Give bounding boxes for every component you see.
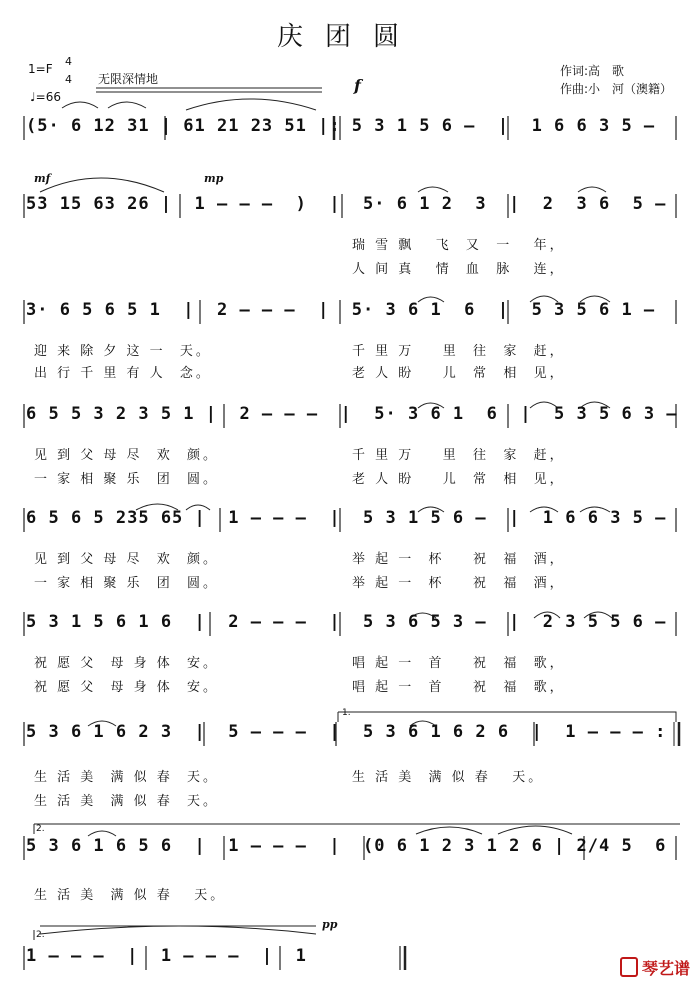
lyric-line: 迎 来 除 夕 这 一 天。 <box>34 344 212 359</box>
lyric-line: 一 家 相 聚 乐 团 圆。 <box>34 576 220 591</box>
lyric-line: 见 到 父 母 尽 欢 颜。 <box>34 448 220 463</box>
score-notes-system-4: 6 5 5 3 2 3 5 1 | 2 – – – | 5· 3 6 1 6 | 5 3 5 6 3 – <box>26 404 678 424</box>
dynamic-forte: f <box>354 76 361 95</box>
dynamic-mezzo-piano: mp <box>204 172 224 185</box>
composer-credit: 作曲:小 河（澳籍） <box>560 82 673 96</box>
volta-second-label: 2. <box>36 824 45 834</box>
logo-icon <box>620 957 638 977</box>
dynamic-pianissimo: pp <box>322 918 338 931</box>
expression-marking: 无限深情地 <box>98 72 159 86</box>
score-notes-system-3: 3· 6 5 6 5 1 | 2 – – – | 5· 3 6 1 6 | 5 3 5 6 1 – <box>26 300 656 320</box>
lyric-line: 瑞 雪 飘 飞 又 一 年， <box>352 238 566 253</box>
time-signature-top: 4 <box>65 55 72 68</box>
lyricist-credit: 作词:高 歌 <box>560 64 625 78</box>
lyric-line: 生 活 美 满 似 春 天。 <box>34 770 220 785</box>
lyric-line: 举 起 一 杯 祝 福 酒， <box>352 576 566 591</box>
score-notes-system-8: 5 3 6 1 6 5 6 | 1 – – – | (0 6 1 2 3 1 2 6 | 2/4 5 6 <box>26 836 667 856</box>
dynamic-mezzo-forte: mf <box>34 172 51 185</box>
key-signature: 1=F <box>28 62 53 76</box>
lyric-line: 出 行 千 里 有 人 念。 <box>34 366 212 381</box>
page-title: 庆团圆 <box>276 22 421 52</box>
lyric-line: 老 人 盼 儿 常 相 见， <box>352 472 566 487</box>
lyric-line: 人 间 真 情 血 脉 连， <box>352 262 566 277</box>
time-signature-bottom: 4 <box>65 73 72 86</box>
lyric-line: 唱 起 一 首 祝 福 歌， <box>352 680 566 695</box>
score-notes-system-2: 53 15 63 26 | 1 – – – ) | 5· 6 1 2 3 | 2 3 6 5 – <box>26 194 667 214</box>
lyric-line: 见 到 父 母 尽 欢 颜。 <box>34 552 220 567</box>
watermark-text: 琴艺谱 <box>641 959 690 978</box>
watermark-logo <box>620 956 690 979</box>
score-notes-system-7: 5 3 6 1 6 2 3 | 5 – – – | 5 3 6 1 6 2 6 | 1 – – – : <box>26 722 667 742</box>
lyric-line: 生 活 美 满 似 春 天。 <box>352 770 545 785</box>
lyric-line: 一 家 相 聚 乐 团 圆。 <box>34 472 220 487</box>
volta-third-label: 2. <box>36 930 45 940</box>
lyric-line: 唱 起 一 首 祝 福 歌， <box>352 656 566 671</box>
lyric-line: 祝 愿 父 母 身 体 安。 <box>34 680 220 695</box>
lyric-line: 老 人 盼 儿 常 相 见， <box>352 366 566 381</box>
score-notes-system-9: 1 – – – | 1 – – – | 1 <box>26 946 307 966</box>
score-notes-system-6: 5 3 1 5 6 1 6 | 2 – – – | 5 3 6 5 3 – | 2 3 5 5 6 – <box>26 612 667 632</box>
lyric-line: 生 活 美 满 似 春 天。 <box>34 794 220 809</box>
lyric-line: 举 起 一 杯 祝 福 酒， <box>352 552 566 567</box>
lyric-line: 千 里 万 里 往 家 赶， <box>352 448 566 463</box>
lyric-line: 千 里 万 里 往 家 赶， <box>352 344 566 359</box>
score-notes-system-1: (5· 6 12 31 | 61 21 23 51 |: 5 3 1 5 6 – | 1 6 6 3 5 – <box>26 116 656 136</box>
score-notes-system-5: 6 5 6 5 235 65 | 1 – – – | 5 3 1 5 6 – | 1 6 6 3 5 – <box>26 508 667 528</box>
lyric-line: 生 活 美 满 似 春 天。 <box>34 888 227 903</box>
lyric-line: 祝 愿 父 母 身 体 安。 <box>34 656 220 671</box>
volta-first-label: 1. <box>342 708 351 718</box>
tempo-marking: ♩=66 <box>30 90 61 104</box>
